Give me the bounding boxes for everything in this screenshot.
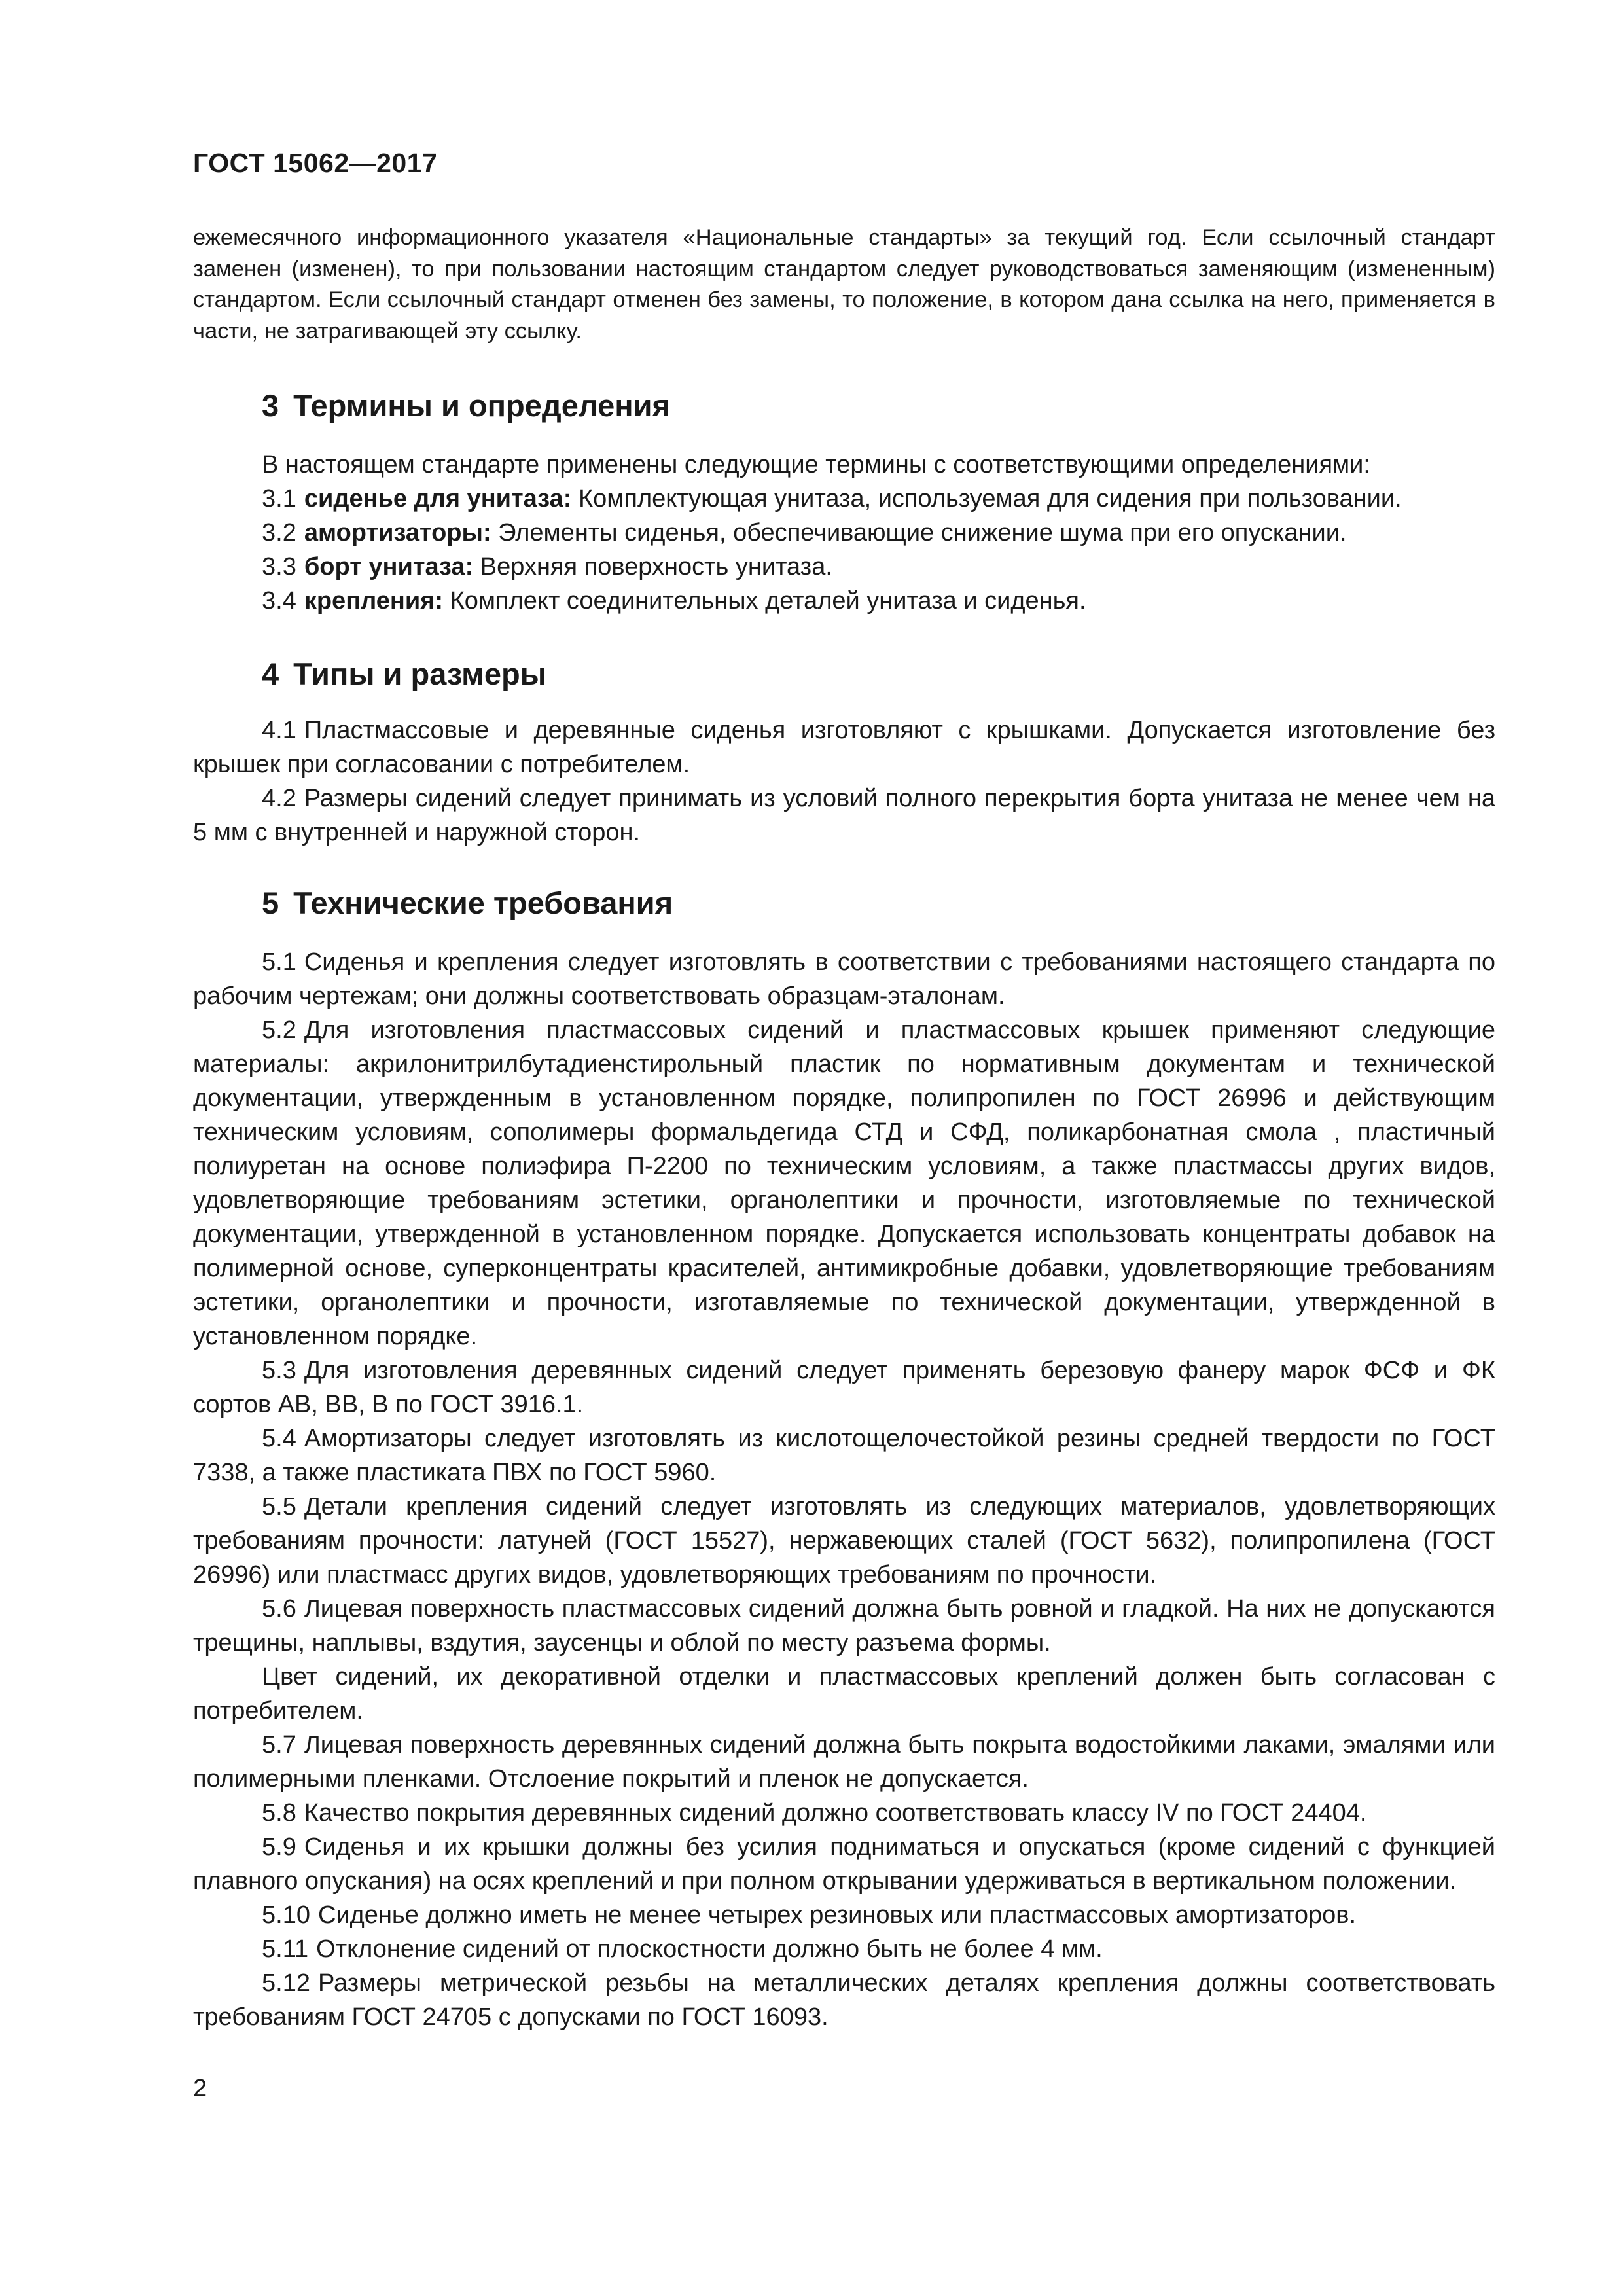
section-5-body [193, 945, 1495, 2034]
paragraph: 4.2 Размеры сидений следует принимать из условий полного перекрытия борта унитаза не менее чем на 5 мм с внутренней и наружной сторон. [193, 785, 1495, 846]
paragraph: 5.11 Отклонение сидений от плоскостности должно быть не более 4 мм. [262, 1935, 1103, 1963]
term-item: 3.4 крепления: Комплект соединительных деталей унитаза и сиденья. [262, 587, 1086, 615]
term-item: 3.2 амортизаторы: Элементы сиденья, обеспечивающие снижение шума при его опускании. [262, 519, 1347, 547]
paragraph: Цвет сидений, их декоративной отделки и пластмассовых креплений должен быть согласован с потребителем. [193, 1663, 1495, 1725]
section-5-number: 5 [262, 886, 279, 920]
paragraph: 5.2 Для изготовления пластмассовых сидений и пластмассовых крышек применяют следующие материалы: акрилонитрилбутадиенстирольный пластик по нормативным документам и технической документации, утвержденным в установленном порядке, полипропилен по ГОСТ 26996 и действующим техническим условиям, сополимеры формальдегида СТД и СФД, поликарбонатная смола , пластичный полиуретан на основе полиэфира П-2200 по техническим условиям, а также пластмассы других видов, удовлетворяющие требованиям эстетики, органолептики и прочности, изготовляемые по технической документации, утвержденной в установленном порядке. Допускается использовать концентраты добавок на полимерной основе, суперконцентраты красителей, антимикробные добавки, удовлетворяющие требованиям эстетики, органолептики и прочности, изготавляемые по технической документации, утвержденной в установленном порядке. [193, 1016, 1495, 1350]
document-code-header: ГОСТ 15062—2017 [193, 148, 438, 178]
section-4-title: Типы и размеры [293, 656, 546, 691]
section-3-title: Термины и определения [293, 388, 670, 423]
term-item: 3.3 борт унитаза: Верхняя поверхность унитаза. [262, 553, 832, 581]
page-number: 2 [193, 2075, 207, 2102]
paragraph: 5.12 Размеры метрической резьбы на металлических деталях крепления должны соответствовать требованиям ГОСТ 24705 с допусками по ГОСТ 16093. [193, 1969, 1495, 2031]
section-4-body [193, 713, 1495, 850]
intro-text: ежемесячного информационного указателя «Национальные стандарты» за текущий год. Если ссылочный стандарт заменен (изменен), то при пользовании настоящим стандартом следует руководствоваться заменяющим (измененным) стандартом. Если ссылочный стандарт отменен без замены, то положение, в котором дана ссылка на него, применяется в части, не затрагивающей эту ссылку. [193, 225, 1495, 344]
section-3-body [193, 448, 1495, 618]
paragraph: 5.6 Лицевая поверхность пластмассовых сидений должна быть ровной и гладкой. На них не допускаются трещины, наплывы, вздутия, заусенцы и облой по месту разъема формы. [193, 1595, 1495, 1657]
section-3-lead: В настоящем стандарте применены следующие термины с соответствующими определениями: [262, 451, 1370, 478]
paragraph: 5.10 Сиденье должно иметь не менее четырех резиновых или пластмассовых амортизаторов. [262, 1901, 1357, 1929]
section-4-heading [262, 656, 546, 692]
section-3-number: 3 [262, 388, 279, 423]
paragraph: 5.5 Детали крепления сидений следует изготовлять из следующих материалов, удовлетворяющих требованиям прочности: латуней (ГОСТ 15527), нержавеющих сталей (ГОСТ 5632), полипропилена (ГОСТ 26996) или пластмасс других видов, удовлетворяющих требованиям по прочности. [193, 1493, 1495, 1588]
paragraph: 4.1 Пластмассовые и деревянные сиденья изготовляют с крышками. Допускается изготовление без крышек при согласовании с потребителем. [193, 717, 1495, 778]
paragraph: 5.8 Качество покрытия деревянных сидений должно соответствовать классу IV по ГОСТ 24404. [262, 1799, 1367, 1827]
section-5-heading [262, 885, 673, 921]
paragraph: 5.1 Сиденья и крепления следует изготовлять в соответствии с требованиями настоящего стандарта по рабочим чертежам; они должны соответствовать образцам-эталонам. [193, 948, 1495, 1010]
paragraph: 5.4 Амортизаторы следует изготовлять из кислотощелочестойкой резины средней твердости по ГОСТ 7338, а также пластиката ПВХ по ГОСТ 5960. [193, 1425, 1495, 1486]
paragraph: 5.9 Сиденья и их крышки должны без усилия подниматься и опускаться (кроме сидений с функцией плавного опускания) на осях креплений и при полном открывании удерживаться в вертикальном положении. [193, 1833, 1495, 1895]
paragraph: 5.7 Лицевая поверхность деревянных сидений должна быть покрыта водостойкими лаками, эмалями или полимерными пленками. Отслоение покрытий и пленок не допускается. [193, 1731, 1495, 1793]
paragraph: 5.3 Для изготовления деревянных сидений следует применять березовую фанеру марок ФСФ и ФК сортов АВ, ВВ, В по ГОСТ 3916.1. [193, 1357, 1495, 1418]
section-4-number: 4 [262, 656, 279, 691]
intro-paragraph [193, 223, 1495, 347]
section-5-title: Технические требования [293, 886, 673, 920]
term-item: 3.1 сиденье для унитаза: Комплектующая унитаза, используемая для сидения при пользовании. [262, 485, 1402, 512]
section-3-heading [262, 387, 670, 423]
